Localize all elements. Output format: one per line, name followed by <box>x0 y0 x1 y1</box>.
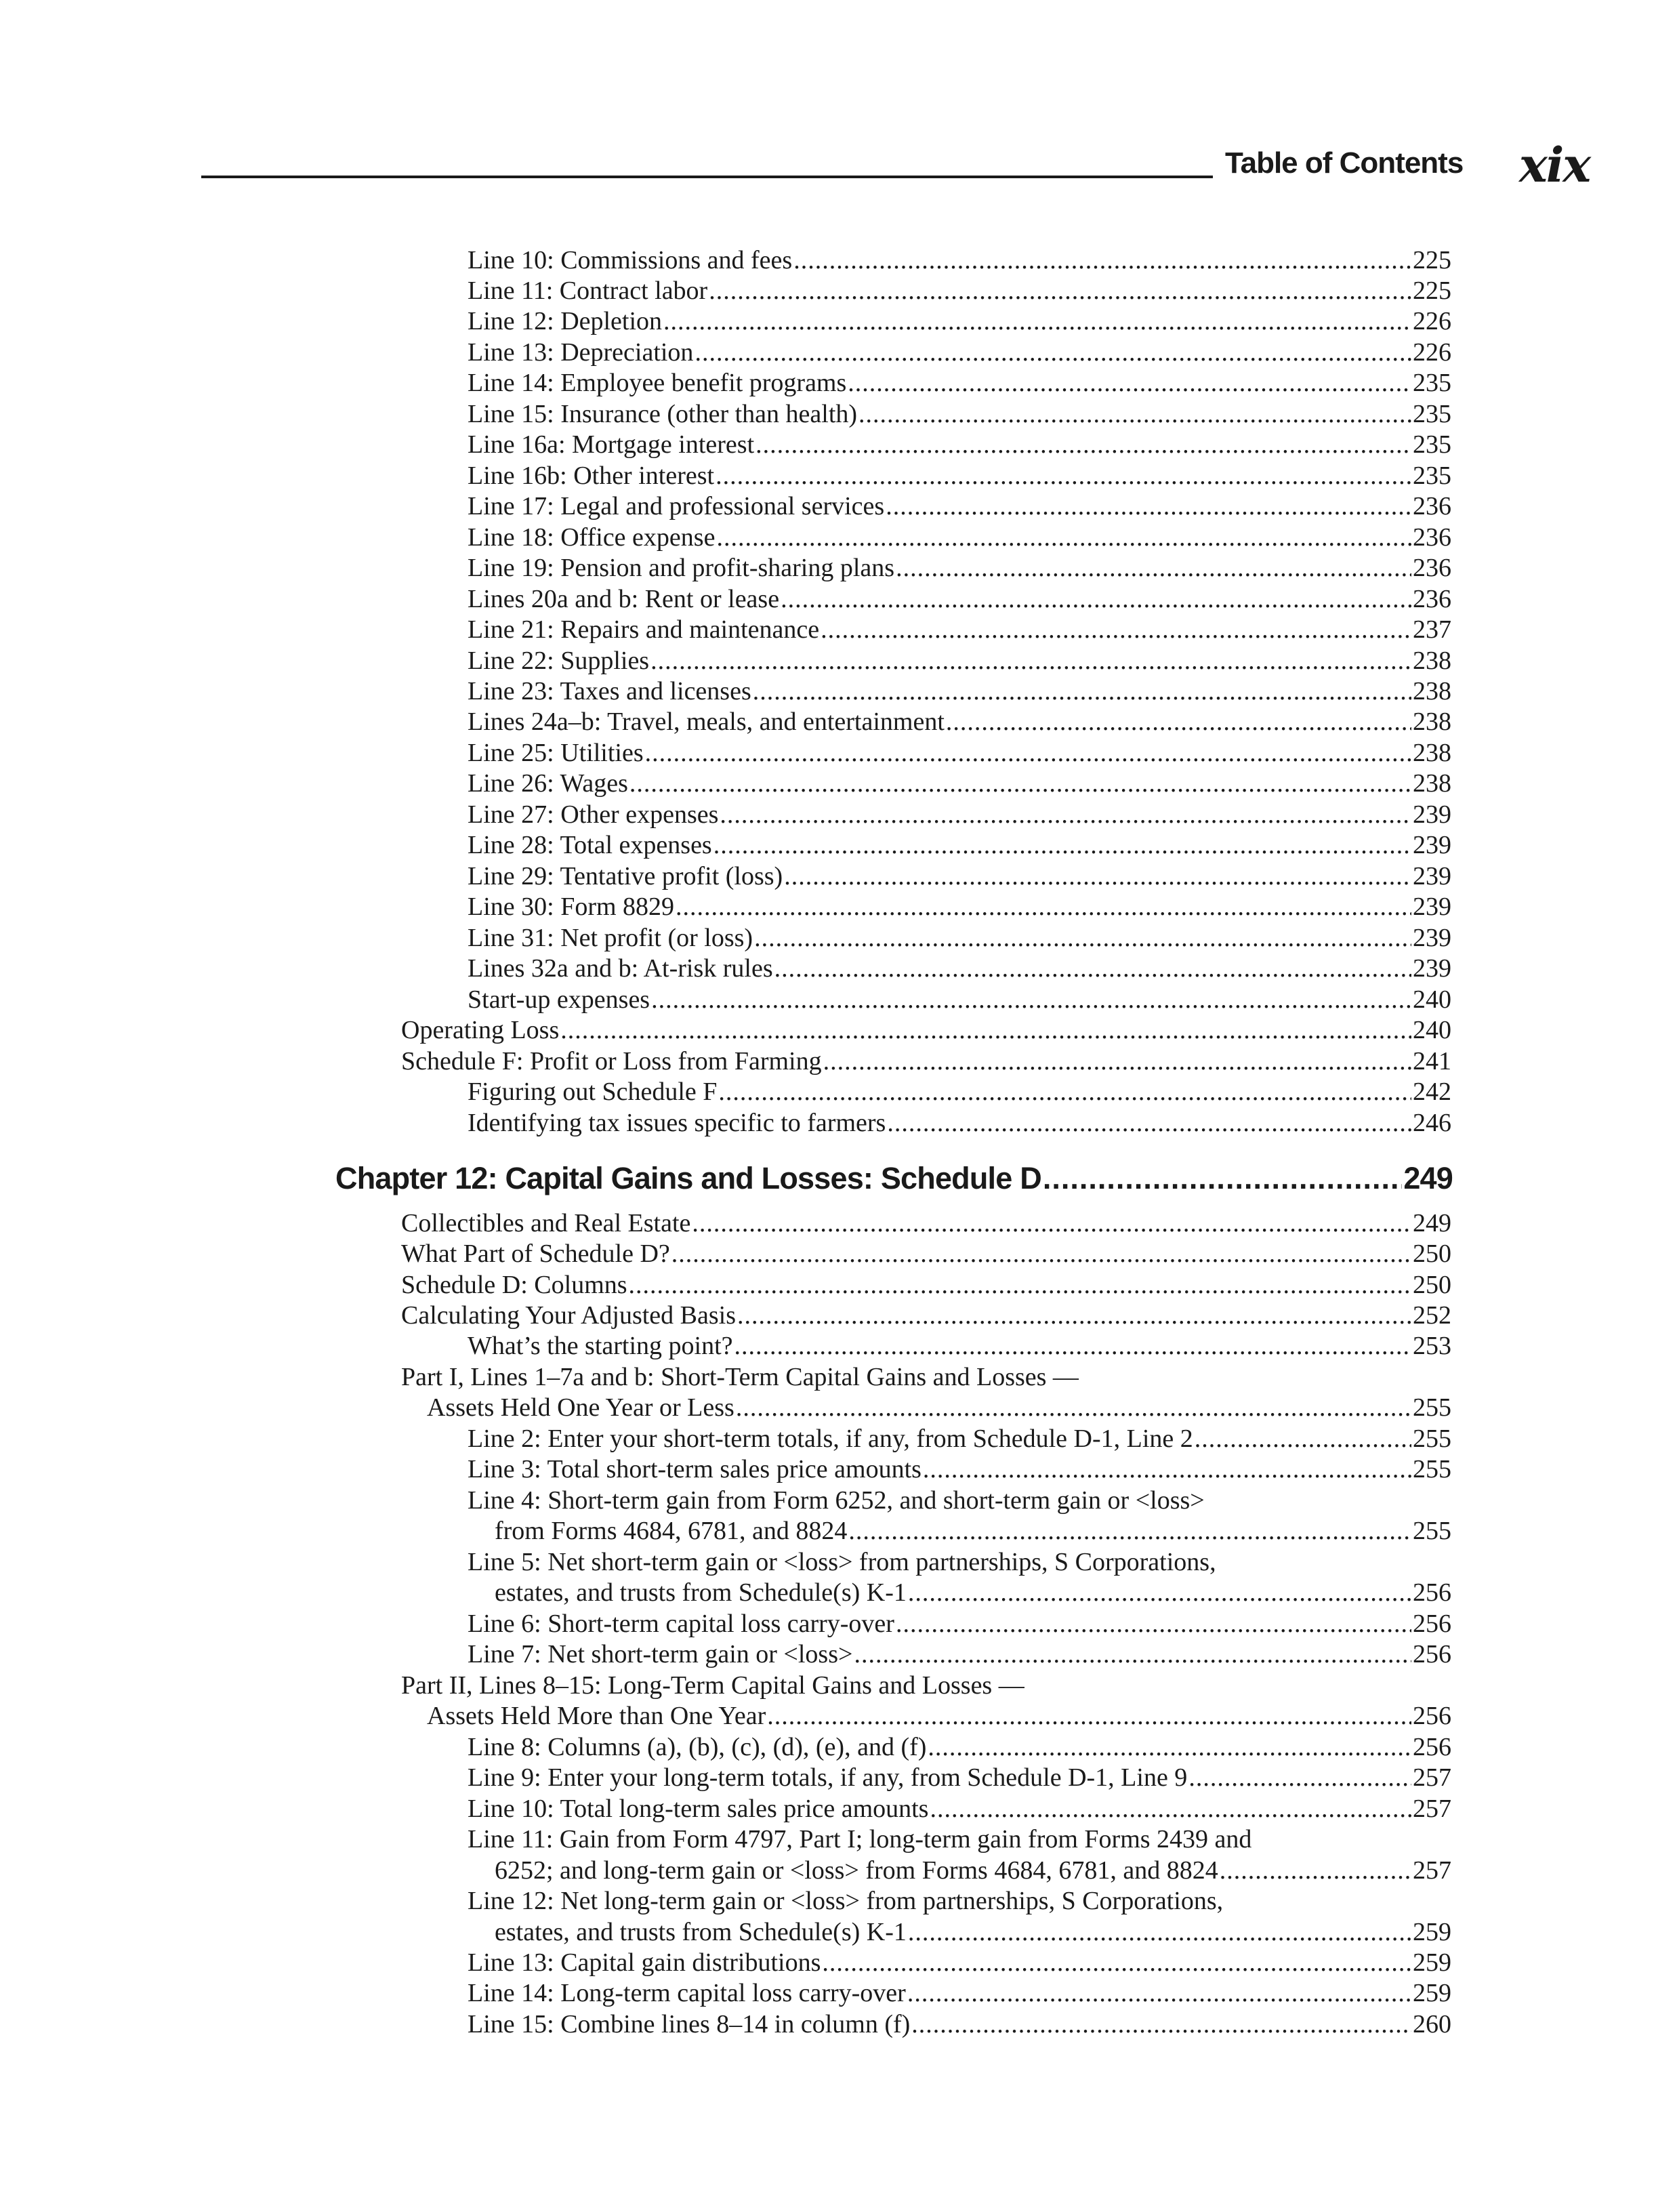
toc-entry-page: 236 <box>1413 492 1451 520</box>
toc-entry[interactable] <box>468 646 1451 676</box>
toc-entry-page: 235 <box>1413 369 1451 397</box>
dot-leader <box>781 584 1411 615</box>
page-number: xix <box>1519 137 1590 193</box>
dot-leader <box>793 245 1411 276</box>
toc-entry-label: Line 13: Depreciation <box>468 338 694 367</box>
toc-entry-label: Line 10: Commissions and fees <box>468 246 793 274</box>
toc-entry-page: 226 <box>1413 307 1451 335</box>
toc-entry-page: 256 <box>1413 1733 1451 1761</box>
dot-leader <box>736 1393 1411 1423</box>
toc-entry-label: Line 9: Enter your long-term totals, if any, from Schedule D-1, Line 9 <box>468 1763 1188 1792</box>
toc-entry[interactable] <box>468 1108 1451 1139</box>
toc-entry[interactable] <box>468 1609 1451 1639</box>
toc-entry-label: Identifying tax issues specific to farmers <box>468 1109 886 1137</box>
dot-leader <box>645 738 1411 769</box>
toc-entry-page: 253 <box>1413 1332 1451 1360</box>
dot-leader <box>821 615 1411 645</box>
toc-entry-first-line: Line 4: Short-term gain from Form 6252, and short-term gain or <loss> <box>468 1486 1205 1515</box>
toc-entry-label: Lines 32a and b: At-risk rules <box>468 954 773 983</box>
toc-entry[interactable] <box>468 368 1451 398</box>
toc-entry-page: 235 <box>1413 400 1451 428</box>
toc-entry[interactable] <box>495 1917 1451 1948</box>
toc-entry-page: 259 <box>1413 1979 1451 2007</box>
toc-entry[interactable] <box>468 337 1451 368</box>
toc-entry[interactable] <box>468 769 1451 799</box>
toc-entry[interactable] <box>468 676 1451 707</box>
dot-leader <box>1195 1424 1411 1454</box>
dot-leader <box>908 1917 1411 1948</box>
toc-entry-page: 238 <box>1413 677 1451 705</box>
toc-entry[interactable] <box>468 523 1451 553</box>
dot-leader <box>854 1639 1411 1670</box>
toc-entry-page: 255 <box>1413 1455 1451 1483</box>
toc-entry-label: Line 15: Combine lines 8–14 in column (f) <box>468 2010 911 2039</box>
toc-entry[interactable] <box>468 892 1451 922</box>
dot-leader <box>737 1300 1411 1331</box>
toc-entry-label: Line 15: Insurance (other than health) <box>468 400 858 428</box>
toc-entry-page: 236 <box>1413 523 1451 552</box>
toc-entry-page: 225 <box>1413 246 1451 274</box>
toc-entry-label: Line 31: Net profit (or loss) <box>468 924 753 952</box>
toc-entry[interactable] <box>468 1639 1451 1670</box>
toc-entry[interactable] <box>401 1239 1451 1269</box>
toc-entry[interactable] <box>468 707 1451 737</box>
toc-entry[interactable] <box>468 1978 1451 2009</box>
toc-entry[interactable] <box>468 861 1451 892</box>
toc-entry-page: 240 <box>1413 1016 1451 1044</box>
toc-entry-label: Figuring out Schedule F <box>468 1078 718 1106</box>
dot-leader <box>907 1978 1411 2009</box>
chapter-page: 249 <box>1403 1161 1453 1195</box>
dot-leader <box>695 337 1411 368</box>
dot-leader <box>908 1578 1411 1608</box>
dot-leader <box>734 1331 1411 1361</box>
toc-entry-first-line: Line 5: Net short-term gain or <loss> from partnerships, S Corporations, <box>468 1548 1216 1576</box>
toc-entry-label: Line 30: Form 8829 <box>468 893 675 921</box>
toc-entry-page: 225 <box>1413 276 1451 305</box>
toc-entry-page: 235 <box>1413 462 1451 490</box>
dot-leader <box>896 1609 1411 1639</box>
toc-entry-page: 259 <box>1413 1918 1451 1946</box>
toc-entry[interactable] <box>468 461 1451 491</box>
toc-entry-page: 250 <box>1413 1271 1451 1299</box>
toc-entry[interactable] <box>401 1270 1451 1300</box>
toc-entry[interactable] <box>468 1948 1451 1978</box>
toc-entry[interactable] <box>468 615 1451 645</box>
toc-entry-label: Assets Held More than One Year <box>427 1702 766 1730</box>
toc-entry-page: 256 <box>1413 1640 1451 1668</box>
toc-entry-page: 242 <box>1413 1078 1451 1106</box>
toc-entry-page: 238 <box>1413 739 1451 767</box>
toc-entry-page: 239 <box>1413 954 1451 983</box>
toc-entry-page: 257 <box>1413 1763 1451 1792</box>
toc-entry-label: Line 14: Employee benefit programs <box>468 369 847 397</box>
toc-entry-label: Line 13: Capital gain distributions <box>468 1948 821 1977</box>
dot-leader <box>822 1948 1411 1978</box>
toc-entry-label: Schedule F: Profit or Loss from Farming <box>401 1047 822 1076</box>
dot-leader <box>911 2009 1411 2040</box>
toc-entry-page: 256 <box>1413 1578 1451 1607</box>
toc-entry-label: Operating Loss <box>401 1016 560 1044</box>
toc-entry-page: 240 <box>1413 985 1451 1014</box>
toc-entry[interactable] <box>468 306 1451 337</box>
toc-entry[interactable] <box>401 1046 1451 1077</box>
dot-leader <box>718 1077 1411 1107</box>
toc-entry-label: What Part of Schedule D? <box>401 1240 670 1268</box>
toc-entry-label: Line 17: Legal and professional services <box>468 492 885 520</box>
toc-entry-page: 246 <box>1413 1109 1451 1137</box>
toc-entry-page: 255 <box>1413 1517 1451 1545</box>
toc-entry-page: 239 <box>1413 862 1451 890</box>
toc-entry-page: 238 <box>1413 647 1451 675</box>
toc-entry[interactable] <box>468 430 1451 460</box>
toc-entry[interactable] <box>468 985 1451 1015</box>
toc-entry-label: Line 19: Pension and profit-sharing plans <box>468 554 895 582</box>
dot-leader <box>1188 1763 1411 1793</box>
toc-entry-label: Line 11: Contract labor <box>468 276 708 305</box>
toc-entry[interactable] <box>495 1516 1451 1547</box>
toc-entry-label: Line 16a: Mortgage interest <box>468 430 755 459</box>
toc-entry[interactable] <box>468 1331 1451 1361</box>
dot-leader <box>716 461 1411 491</box>
toc-entry[interactable] <box>495 1856 1451 1886</box>
dot-leader <box>928 1732 1411 1763</box>
toc-entry-label: Line 22: Supplies <box>468 647 650 675</box>
dot-leader <box>784 861 1411 892</box>
toc-entry[interactable] <box>468 1763 1451 1793</box>
toc-entry-label: Start-up expenses <box>468 985 650 1014</box>
toc-entry-label: Line 28: Total expenses <box>468 831 712 859</box>
toc-entry-page: 255 <box>1413 1425 1451 1453</box>
toc-entry[interactable] <box>427 1393 1451 1423</box>
chapter-heading[interactable] <box>335 1160 1453 1197</box>
toc-entry-label: Collectibles and Real Estate <box>401 1209 691 1237</box>
toc-entry-label: from Forms 4684, 6781, and 8824 <box>495 1517 848 1545</box>
toc-entry-page: 257 <box>1413 1856 1451 1885</box>
toc-entry-label: Line 21: Repairs and maintenance <box>468 615 820 644</box>
toc-entry[interactable] <box>468 800 1451 830</box>
dot-leader <box>692 1208 1411 1239</box>
toc-entry[interactable] <box>468 923 1451 954</box>
toc-entry-page: 256 <box>1413 1702 1451 1730</box>
toc-entry[interactable] <box>468 830 1451 861</box>
dot-leader <box>1043 1160 1402 1197</box>
toc-entry-page: 236 <box>1413 585 1451 613</box>
toc-entry-label: Line 10: Total long-term sales price amounts <box>468 1795 929 1823</box>
toc-entry[interactable] <box>468 245 1451 276</box>
toc-entry[interactable] <box>427 1701 1451 1732</box>
toc-entry-label: 6252; and long-term gain or <loss> from Forms 4684, 6781, and 8824 <box>495 1856 1218 1885</box>
dot-leader <box>720 800 1411 830</box>
toc-entry-page: 252 <box>1413 1301 1451 1330</box>
dot-leader <box>663 306 1411 337</box>
toc-entry-label: Calculating Your Adjusted Basis <box>401 1301 737 1330</box>
toc-entry-page: 235 <box>1413 430 1451 459</box>
dot-leader <box>823 1046 1411 1077</box>
chapter-title: Chapter 12: Capital Gains and Losses: Schedule D <box>335 1161 1041 1195</box>
running-header-title: Table of Contents <box>1225 146 1464 180</box>
toc-entry-page: 239 <box>1413 924 1451 952</box>
dot-leader <box>651 985 1411 1015</box>
toc-entry-page: 241 <box>1413 1047 1451 1076</box>
toc-entry-page: 259 <box>1413 1948 1451 1977</box>
toc-entry[interactable] <box>495 1578 1451 1608</box>
dot-leader <box>946 707 1411 737</box>
toc-entry-label: Line 3: Total short-term sales price amounts <box>468 1455 922 1483</box>
header-rule <box>201 176 1213 178</box>
toc-entry-label: What’s the starting point? <box>468 1332 733 1360</box>
toc-entry-label: Line 23: Taxes and licenses <box>468 677 751 705</box>
toc-entry-label: Line 7: Net short-term gain or <loss> <box>468 1640 853 1668</box>
toc-entry-page: 226 <box>1413 338 1451 367</box>
toc-entry-label: Line 8: Columns (a), (b), (c), (d), (e), and (f) <box>468 1733 927 1761</box>
toc-entry-label: Lines 24a–b: Travel, meals, and entertainment <box>468 708 945 736</box>
toc-entry-label: estates, and trusts from Schedule(s) K-1 <box>495 1918 907 1946</box>
toc-entry-label: Line 26: Wages <box>468 769 628 798</box>
toc-entry-page: 239 <box>1413 893 1451 921</box>
toc-entry[interactable] <box>401 1208 1451 1239</box>
dot-leader <box>753 676 1411 707</box>
toc-entry-label: Line 18: Office expense <box>468 523 716 552</box>
toc-entry-page: 238 <box>1413 769 1451 798</box>
dot-leader <box>848 368 1411 398</box>
toc-entry-page: 260 <box>1413 2010 1451 2039</box>
toc-entry-label: estates, and trusts from Schedule(s) K-1 <box>495 1578 907 1607</box>
dot-leader <box>560 1015 1411 1046</box>
toc-entry-first-line: Part II, Lines 8–15: Long-Term Capital Gains and Losses — <box>401 1671 1024 1700</box>
toc-entry[interactable] <box>468 1424 1451 1454</box>
dot-leader <box>858 399 1411 430</box>
toc-entry[interactable] <box>468 584 1451 615</box>
toc-entry-page: 257 <box>1413 1795 1451 1823</box>
dot-leader <box>650 646 1411 676</box>
dot-leader <box>671 1239 1411 1269</box>
dot-leader <box>848 1516 1411 1547</box>
dot-leader <box>887 1108 1411 1139</box>
dot-leader <box>755 430 1411 460</box>
toc-entry-first-line: Line 11: Gain from Form 4797, Part I; long-term gain from Forms 2439 and <box>468 1825 1252 1853</box>
dot-leader <box>716 523 1411 553</box>
toc-entry-page: 249 <box>1413 1209 1451 1237</box>
dot-leader <box>713 830 1411 861</box>
toc-entry[interactable] <box>468 1732 1451 1763</box>
toc-entry[interactable] <box>468 738 1451 769</box>
toc-entry[interactable] <box>401 1015 1451 1046</box>
toc-entry[interactable] <box>468 1454 1451 1485</box>
dot-leader <box>629 769 1411 799</box>
toc-entry-page: 236 <box>1413 554 1451 582</box>
dot-leader <box>774 954 1411 984</box>
toc-entry[interactable] <box>468 553 1451 583</box>
dot-leader <box>896 553 1411 583</box>
toc-entry[interactable] <box>468 399 1451 430</box>
toc-entry-first-line: Line 12: Net long-term gain or <loss> from partnerships, S Corporations, <box>468 1887 1224 1915</box>
toc-entry[interactable] <box>468 491 1451 522</box>
toc-entry[interactable] <box>401 1300 1451 1331</box>
toc-entry[interactable] <box>468 1077 1451 1107</box>
toc-entry[interactable] <box>468 276 1451 306</box>
toc-entry-page: 238 <box>1413 708 1451 736</box>
toc-entry-page: 255 <box>1413 1393 1451 1422</box>
dot-leader <box>767 1701 1411 1732</box>
toc-entry-label: Line 2: Enter your short-term totals, if any, from Schedule D-1, Line 2 <box>468 1425 1193 1453</box>
toc-entry-label: Line 16b: Other interest <box>468 462 715 490</box>
toc-entry-label: Line 14: Long-term capital loss carry-over <box>468 1979 906 2007</box>
dot-leader <box>629 1270 1411 1300</box>
toc-entry-page: 237 <box>1413 615 1451 644</box>
dot-leader <box>709 276 1411 306</box>
dot-leader <box>676 892 1411 922</box>
toc-entry-label: Line 6: Short-term capital loss carry-over <box>468 1610 894 1638</box>
toc-entry[interactable] <box>468 2009 1451 2040</box>
dot-leader <box>923 1454 1411 1485</box>
dot-leader <box>930 1794 1411 1824</box>
dot-leader <box>754 923 1411 954</box>
toc-entry-page: 239 <box>1413 800 1451 829</box>
toc-entry[interactable] <box>468 954 1451 984</box>
toc-entry-first-line: Part I, Lines 1–7a and b: Short-Term Capital Gains and Losses — <box>401 1363 1079 1391</box>
toc-entry[interactable] <box>468 1794 1451 1824</box>
toc-entry-label: Line 25: Utilities <box>468 739 644 767</box>
toc-entry-page: 250 <box>1413 1240 1451 1268</box>
dot-leader <box>886 491 1411 522</box>
dot-leader <box>1220 1856 1411 1886</box>
toc-entry-label: Line 12: Depletion <box>468 307 663 335</box>
toc-entry-label: Assets Held One Year or Less <box>427 1393 734 1422</box>
toc-entry-label: Line 29: Tentative profit (loss) <box>468 862 783 890</box>
toc-entry-label: Schedule D: Columns <box>401 1271 627 1299</box>
toc-entry-label: Lines 20a and b: Rent or lease <box>468 585 780 613</box>
toc-entry-label: Line 27: Other expenses <box>468 800 719 829</box>
toc-entry-page: 239 <box>1413 831 1451 859</box>
toc-entry-page: 256 <box>1413 1610 1451 1638</box>
